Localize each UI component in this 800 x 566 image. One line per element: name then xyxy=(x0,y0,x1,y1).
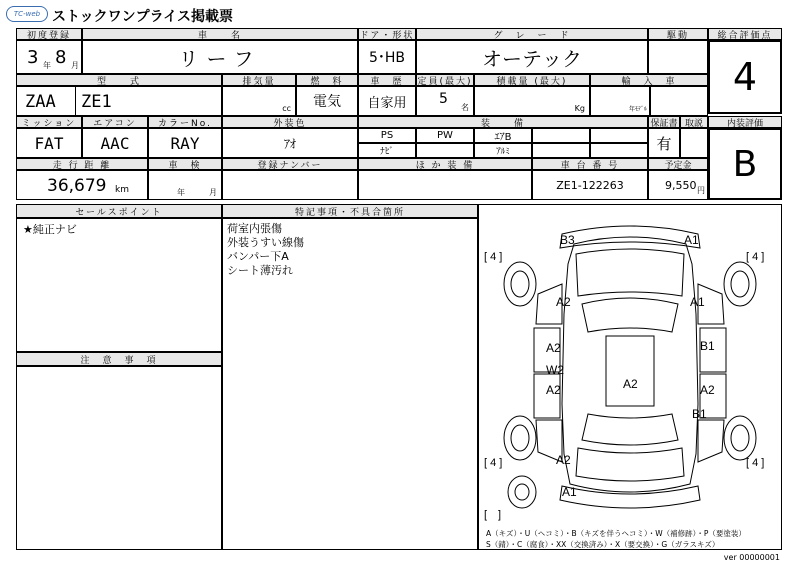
warranty-cell xyxy=(648,128,680,158)
equip-cell-4 xyxy=(532,128,590,143)
car-name-cell xyxy=(82,40,358,74)
ext-color-label: 外装色 xyxy=(222,116,358,128)
legend-line-2: S（錆）・C（腐食）・XX（交換済み）・X（要交換）・G（ガラスキズ） xyxy=(486,540,720,549)
equip-7: ｱﾙﾐ xyxy=(496,147,510,157)
equip-cell-extra-1 xyxy=(590,128,648,143)
first-reg-label: 初度登録 xyxy=(16,28,82,40)
mark-roof: A2 xyxy=(623,377,638,391)
chassis-cell xyxy=(532,170,648,200)
fuel: 電気 xyxy=(313,94,341,110)
tire-front-right-inner xyxy=(731,271,749,297)
category-label: 車 歴 xyxy=(358,74,416,86)
ext-color: ｱｵ xyxy=(283,136,296,151)
mission: FAT xyxy=(34,133,64,153)
disp-unit: cc xyxy=(282,104,291,113)
drive-label: 駆動 xyxy=(648,28,708,40)
note-3: バンパー下A xyxy=(227,250,289,263)
mission-cell xyxy=(16,128,82,158)
equip-cell-extra-2 xyxy=(590,143,648,158)
drive-cell xyxy=(648,40,708,74)
logo xyxy=(6,6,48,22)
equip-1: PS xyxy=(380,130,394,141)
car-body-outline xyxy=(562,237,698,492)
fuel-label: 燃 料 xyxy=(296,74,358,86)
ext-color-cell xyxy=(222,128,358,158)
damage-legend xyxy=(486,528,778,550)
grade: オーテック xyxy=(482,46,582,71)
tire-label-front-left: [ 4 ] xyxy=(484,251,503,263)
model-prefix: ZAA xyxy=(25,92,56,112)
notes-label: 特記事項・不具合箇所 xyxy=(222,204,478,218)
mark-left-rear-fender: A2 xyxy=(556,453,571,467)
price-cell xyxy=(648,170,708,200)
reg-month-unit: 月 xyxy=(71,61,79,70)
equip-5: ﾅﾋﾞ xyxy=(380,147,394,157)
mark-left-front-door: A2 xyxy=(546,341,561,355)
mileage-unit: km xyxy=(115,185,129,195)
trunk xyxy=(576,448,684,481)
equip-cell-5 xyxy=(358,143,416,158)
mission-label: ミッション xyxy=(16,116,82,128)
roof xyxy=(606,336,654,406)
notes-box xyxy=(222,218,478,550)
tire-label-rear-right: [ 4 ] xyxy=(746,457,765,469)
import-unit: 年ﾓﾃﾞﾙ xyxy=(628,106,647,113)
note-4: シート薄汚れ xyxy=(227,264,293,277)
equip-label: 装 備 xyxy=(358,116,648,128)
hood xyxy=(576,249,684,296)
load-unit: Kg xyxy=(574,104,585,113)
mark-front-bumper-right: A1 xyxy=(684,233,699,247)
mark-right-rear-fender: B1 xyxy=(692,407,707,421)
equip-cell-1 xyxy=(358,128,416,143)
car-name: リーフ xyxy=(178,46,262,71)
spare-tire-inner xyxy=(515,484,529,500)
capacity: 5 xyxy=(439,91,448,107)
capacity-label: 定員(最大) xyxy=(416,74,474,86)
tire-front-left xyxy=(504,262,536,306)
rear-window xyxy=(582,414,678,445)
interior-score: B xyxy=(732,143,758,185)
overall-score: 4 xyxy=(732,55,758,99)
plate-label: 登録ナンバー xyxy=(222,158,358,170)
mark-left-front-fender: A2 xyxy=(556,295,571,309)
spare-tire xyxy=(508,476,536,508)
car-diagram xyxy=(478,204,782,550)
door-cell xyxy=(358,40,416,74)
disp-cell xyxy=(222,86,296,116)
chassis-no: ZE1-122263 xyxy=(556,178,624,192)
mark-left-rear-door-w: W2 xyxy=(546,363,564,377)
equip-cell-3 xyxy=(474,128,532,143)
reg-year: 3 xyxy=(27,47,39,68)
note-1: 荷室内張傷 xyxy=(227,222,282,235)
mark-right-rear-door: A2 xyxy=(700,383,715,397)
sales-point-label: セールスポイント xyxy=(16,204,222,218)
mileage-cell xyxy=(16,170,148,200)
interior-score-box xyxy=(708,128,782,200)
model-code: ZE1 xyxy=(81,92,112,112)
color-no-label: カラーNo. xyxy=(148,116,222,128)
equip-cell-7 xyxy=(474,143,532,158)
windshield xyxy=(582,298,678,332)
reg-year-unit: 年 xyxy=(43,61,51,70)
interior-label: 内装評価 xyxy=(708,116,782,128)
model-label: 型 式 xyxy=(16,74,222,86)
equip-cell-2 xyxy=(416,128,474,143)
manual-cell xyxy=(680,128,708,158)
reg-month: 8 xyxy=(55,47,67,68)
category: 自家用 xyxy=(367,95,407,111)
car-name-label: 車 名 xyxy=(82,28,358,40)
color-no-cell xyxy=(148,128,222,158)
page-title: ストックワンプライス掲載票 xyxy=(52,9,234,25)
equip-3: ｴｱB xyxy=(494,132,512,143)
capacity-cell xyxy=(416,86,474,116)
tire-front-right xyxy=(724,262,756,306)
ac: AAC xyxy=(100,133,130,153)
caution-label: 注 意 事 項 xyxy=(16,352,222,366)
equip-2: PW xyxy=(437,130,453,141)
disp-label: 排気量 xyxy=(222,74,296,86)
mileage: 36,679 xyxy=(47,176,107,196)
model-cell xyxy=(16,86,222,116)
tire-rear-left xyxy=(504,416,536,460)
version-label: ver 00000001 xyxy=(723,553,780,562)
load-label: 積載量 (最大) xyxy=(474,74,590,86)
capacity-unit: 名 xyxy=(461,103,469,112)
import-cell xyxy=(590,86,650,116)
mark-right-front-door: B1 xyxy=(700,339,715,353)
tire-front-left-inner xyxy=(511,271,529,297)
equip-cell-8 xyxy=(532,143,590,158)
chassis-label: 車 台 番 号 xyxy=(532,158,648,170)
price: 9,550 xyxy=(665,179,697,192)
tire-label-front-right: [ 4 ] xyxy=(746,251,765,263)
load-cell xyxy=(474,86,590,116)
plate-cell xyxy=(222,170,358,200)
overall-score-box xyxy=(708,40,782,114)
note-2: 外装うすい線傷 xyxy=(227,236,304,249)
legend-line-1: A（キズ）・U（ヘコミ）・B（キズを伴うヘコミ）・W（補修跡）・P（要塗装） xyxy=(486,529,746,538)
equip-cell-6 xyxy=(416,143,474,158)
ac-cell xyxy=(82,128,148,158)
tire-label-rear-left: [ 4 ] xyxy=(484,457,503,469)
tire-rear-right-inner xyxy=(731,425,749,451)
mark-front-bumper-left: B3 xyxy=(560,233,575,247)
tire-rear-right xyxy=(724,416,756,460)
manual-label: 取説 xyxy=(680,116,708,128)
fuel-cell xyxy=(296,86,358,116)
logo-text: TC-web xyxy=(13,10,41,18)
overall-label: 総合評価点 xyxy=(708,28,782,40)
price-unit: 円 xyxy=(697,186,705,195)
price-label: 予定金 xyxy=(648,158,708,170)
tire-rear-left-inner xyxy=(511,425,529,451)
insp-month-unit: 月 xyxy=(209,188,217,197)
sales-point-box xyxy=(16,218,222,352)
import-cell-2 xyxy=(650,86,708,116)
warranty-label: 保証書 xyxy=(648,116,680,128)
right-rear-fender xyxy=(698,420,724,462)
mark-right-front-fender: A1 xyxy=(690,295,705,309)
door-label: ドア・形状 xyxy=(358,28,416,40)
color-no: RAY xyxy=(170,133,200,153)
ac-label: エアコン xyxy=(82,116,148,128)
rear-bumper xyxy=(560,486,700,508)
inspection-cell xyxy=(148,170,222,200)
mark-rear-bumper: A1 xyxy=(562,485,577,499)
mark-left-rear-door: A2 xyxy=(546,383,561,397)
other-equip-label: ほ か 装 備 xyxy=(358,158,532,170)
insp-year-unit: 年 xyxy=(177,188,185,197)
inspection-label: 車 検 xyxy=(148,158,222,170)
door-shape: 5･HB xyxy=(368,50,406,66)
other-equip-cell xyxy=(358,170,532,200)
first-reg-cell xyxy=(16,40,82,74)
category-cell xyxy=(358,86,416,116)
grade-cell xyxy=(416,40,648,74)
mileage-label: 走 行 距 離 xyxy=(16,158,148,170)
warranty: 有 xyxy=(656,134,672,153)
spare-label: [ ] xyxy=(484,509,502,521)
caution-box xyxy=(16,366,222,550)
sales-point-1: ★純正ナビ xyxy=(23,223,77,236)
model-divider xyxy=(75,87,76,115)
grade-label: グ レ ー ド xyxy=(416,28,648,40)
import-label: 輸 入 車 xyxy=(590,74,708,86)
